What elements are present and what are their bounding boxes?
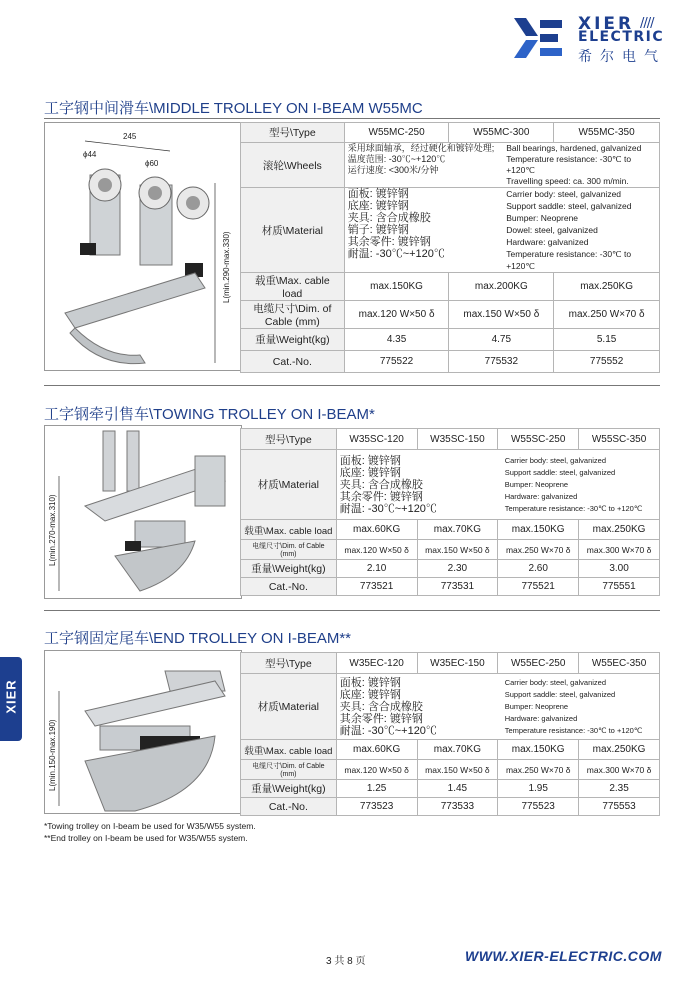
material-en-line: Bumper: Neoprene (506, 213, 579, 223)
table-row (241, 780, 660, 798)
cat-label: Cat.-No. (241, 798, 337, 816)
material-cn-line: 底座: 镀锌钢 (339, 688, 401, 701)
material-cn-line: 夹具: 含合成橡胶 (339, 478, 423, 491)
xier-logo-icon (512, 16, 564, 60)
material-en-line: Support saddle: steel, galvanized (504, 689, 616, 699)
dim-height-label: L(min.270-max.310) (48, 494, 57, 566)
weight-label: 重量\Weight(kg) (241, 560, 337, 578)
weight-cell: 1.25 (336, 780, 417, 798)
load-cell: max.150KG (344, 273, 449, 301)
table-row (241, 740, 660, 760)
material-label: 材质\Material (241, 188, 345, 273)
type-cell: W55EC-250 (498, 653, 579, 674)
table-row (241, 143, 660, 188)
dim-d1-label: ϕ44 (83, 150, 97, 159)
cat-cell: 775532 (449, 351, 554, 373)
material-label: 材质\Material (241, 674, 337, 740)
cat-cell: 773533 (417, 798, 498, 816)
page-number: 3 共 8 页 (326, 956, 366, 967)
material-en-line: Support saddle: steel, galvanized (504, 467, 616, 477)
type-cell: W35EC-150 (417, 653, 498, 674)
cat-cell: 775522 (344, 351, 449, 373)
material-en-line: Carrier body: steel, galvanized (504, 677, 607, 687)
type-cell: W55MC-350 (554, 123, 660, 143)
wheels-cn-line: 采用球面轴承，经过硬化和镀锌处理; (347, 143, 495, 153)
material-cn-line: 其余零件: 镀锌钢 (339, 490, 423, 503)
weight-cell: 2.35 (579, 780, 660, 798)
material-en-line: Dowel: steel, galvanized (506, 225, 598, 235)
material-en-line: Carrier body: steel, galvanized (504, 455, 607, 465)
load-cell: max.250KG (554, 273, 660, 301)
footnote: *Towing trolley on I-beam be used for W35/W55 system. (44, 821, 256, 831)
footnotes (44, 820, 256, 844)
side-tab-xier (0, 657, 22, 741)
section-title-middle-trolley: 工字钢中间滑车\MIDDLE TROLLEY ON I-BEAM W55MC (44, 100, 423, 117)
weight-cell: 1.95 (498, 780, 579, 798)
table-row (241, 798, 660, 816)
weight-cell: 2.30 (417, 560, 498, 578)
spec-table-towing-trolley (240, 428, 660, 596)
material-cn-line: 夹具: 含合成橡胶 (339, 700, 423, 713)
material-en-line: Hardware: galvanized (504, 713, 578, 723)
brand-xier: XIER (578, 14, 635, 34)
weight-cell: 4.35 (344, 329, 449, 351)
material-cell (336, 450, 659, 520)
table-row (241, 329, 660, 351)
cable-cell: max.300 W×70 δ (579, 540, 660, 560)
type-cell: W35SC-120 (336, 429, 417, 450)
material-cn-line: 底座: 镀锌钢 (339, 466, 401, 479)
section-title-end-trolley: 工字钢固定尾车\END TROLLEY ON I-BEAM** (44, 630, 352, 647)
type-cell: W55EC-350 (579, 653, 660, 674)
weight-cell: 2.10 (336, 560, 417, 578)
wheels-cn-line: 温度范围: -30℃~+120℃ (347, 154, 446, 164)
weight-cell: 1.45 (417, 780, 498, 798)
material-cn-line: 夹具: 含合成橡胶 (347, 212, 431, 224)
load-cell: max.250KG (579, 520, 660, 540)
type-cell: W55SC-250 (498, 429, 579, 450)
cable-cell: max.120 W×50 δ (336, 760, 417, 780)
material-en-line: Temperature resistance: -30℃ to +120℃ (506, 249, 632, 271)
cat-cell: 775523 (498, 798, 579, 816)
material-en-line: Hardware: galvanized (506, 237, 589, 247)
material-cn-line: 底座: 镀锌钢 (347, 200, 409, 212)
material-cn-line: 耐温: -30℃~+120℃ (339, 502, 437, 515)
footnote: **End trolley on I-beam be used for W35/W55 system. (44, 833, 248, 843)
material-cn-line: 面板: 镀锌钢 (347, 188, 409, 200)
section-divider (44, 610, 660, 611)
cable-label: 电缆尺寸\Dim. of Cable (mm) (241, 301, 345, 329)
cat-cell: 773521 (336, 578, 417, 596)
product-image-towing-trolley (44, 425, 242, 599)
material-cn-line: 耐温: -30℃~+120℃ (347, 248, 445, 260)
cable-cell: max.300 W×70 δ (579, 760, 660, 780)
cat-cell: 773531 (417, 578, 498, 596)
material-cn-line: 销子: 镀锌钢 (347, 224, 409, 236)
material-en-line: Bumper: Neoprene (504, 479, 569, 489)
cat-cell: 775552 (554, 351, 660, 373)
weight-label: 重量\Weight(kg) (241, 780, 337, 798)
cat-label: Cat.-No. (241, 578, 337, 596)
material-cn-line: 面板: 镀锌钢 (339, 676, 401, 689)
spec-table-middle-trolley (240, 122, 660, 373)
table-row (241, 520, 660, 540)
type-label: 型号\Type (241, 429, 337, 450)
dim-d2-label: ϕ60 (145, 159, 159, 168)
material-cn-line: 面板: 镀锌钢 (339, 454, 401, 467)
type-cell: W55SC-350 (579, 429, 660, 450)
table-row (241, 123, 660, 143)
material-cn-line: 耐温: -30℃~+120℃ (339, 724, 437, 737)
spec-table-end-trolley (240, 652, 660, 816)
cable-cell: max.120 W×50 δ (336, 540, 417, 560)
table-row (241, 351, 660, 373)
cable-cell: max.150 W×50 δ (449, 301, 554, 329)
brand-electric: ELECTRIC (578, 29, 665, 45)
type-label: 型号\Type (241, 123, 345, 143)
cable-cell: max.120 W×50 δ (344, 301, 449, 329)
cat-cell: 775553 (579, 798, 660, 816)
wheels-en-line: Ball bearings, hardened, galvanized (506, 143, 642, 153)
product-image-end-trolley (44, 650, 242, 814)
cat-label: Cat.-No. (241, 351, 345, 373)
section-title-towing-trolley: 工字钢牵引售车\TOWING TROLLEY ON I-BEAM* (44, 406, 375, 423)
load-label: 载重\Max. cable load (241, 273, 345, 301)
load-cell: max.70KG (417, 520, 498, 540)
table-row (241, 560, 660, 578)
brand-chinese: 希尔电气 (578, 49, 666, 65)
weight-cell: 5.15 (554, 329, 660, 351)
wheels-label: 滚轮\Wheels (241, 143, 345, 188)
material-en-line: Carrier body: steel, galvanized (506, 189, 622, 199)
side-tab-label: XIER (3, 679, 19, 714)
table-row (241, 760, 660, 780)
cable-label: 电缆尺寸\Dim. of Cable (mm) (241, 540, 337, 560)
load-label: 载重\Max. cable load (241, 520, 337, 540)
brand-slashes: //// (640, 16, 654, 31)
cat-cell: 775521 (498, 578, 579, 596)
dim-height-label: L(min.150-max.190) (48, 719, 57, 791)
cat-cell: 775551 (579, 578, 660, 596)
material-label: 材质\Material (241, 450, 337, 520)
wheels-en-line: Temperature resistance: -30℃ to +120℃ (506, 154, 632, 175)
wheels-cell (344, 143, 659, 188)
load-cell: max.70KG (417, 740, 498, 760)
cable-label: 电缆尺寸\Dim. of Cable (mm) (241, 760, 337, 780)
wheels-cn-line: 运行速度: <300米/分钟 (347, 165, 439, 175)
table-row (241, 674, 660, 740)
table-row (241, 273, 660, 301)
weight-cell: 4.75 (449, 329, 554, 351)
load-cell: max.150KG (498, 740, 579, 760)
dim-length-label: 245 (123, 132, 137, 141)
table-row (241, 653, 660, 674)
material-cn-line: 其余零件: 镀锌钢 (347, 236, 431, 248)
weight-cell: 3.00 (579, 560, 660, 578)
load-cell: max.60KG (336, 520, 417, 540)
table-row (241, 578, 660, 596)
material-cell (336, 674, 659, 740)
type-cell: W35SC-150 (417, 429, 498, 450)
load-cell: max.200KG (449, 273, 554, 301)
dim-height-label: L(min.290-max.330) (222, 231, 231, 303)
load-cell: max.150KG (498, 520, 579, 540)
cable-cell: max.150 W×50 δ (417, 760, 498, 780)
weight-cell: 2.60 (498, 560, 579, 578)
type-label: 型号\Type (241, 653, 337, 674)
material-en-line: Temperature resistance: -30℃ to +120℃ (504, 725, 643, 735)
cable-cell: max.250 W×70 δ (498, 540, 579, 560)
type-cell: W35EC-120 (336, 653, 417, 674)
type-cell: W55MC-300 (449, 123, 554, 143)
load-label: 载重\Max. cable load (241, 740, 337, 760)
material-cell (344, 188, 659, 273)
load-cell: max.60KG (336, 740, 417, 760)
website-link[interactable]: WWW.XIER-ELECTRIC.COM (465, 948, 662, 964)
wheels-en-line: Travelling speed: ca. 300 m/min. (506, 176, 629, 186)
cable-cell: max.250 W×70 δ (498, 760, 579, 780)
material-en-line: Support saddle: steel, galvanized (506, 201, 632, 211)
material-en-line: Temperature resistance: -30℃ to +120℃ (504, 503, 643, 513)
material-cn-line: 其余零件: 镀锌钢 (339, 712, 423, 725)
section-divider (44, 118, 660, 119)
product-image-middle-trolley (44, 122, 242, 371)
type-cell: W55MC-250 (344, 123, 449, 143)
cable-cell: max.150 W×50 δ (417, 540, 498, 560)
table-row (241, 301, 660, 329)
load-cell: max.250KG (579, 740, 660, 760)
material-en-line: Bumper: Neoprene (504, 701, 569, 711)
table-row (241, 429, 660, 450)
weight-label: 重量\Weight(kg) (241, 329, 345, 351)
table-row (241, 540, 660, 560)
material-en-line: Hardware: galvanized (504, 491, 578, 501)
cat-cell: 773523 (336, 798, 417, 816)
table-row (241, 450, 660, 520)
cable-cell: max.250 W×70 δ (554, 301, 660, 329)
section-divider (44, 385, 660, 386)
table-row (241, 188, 660, 273)
